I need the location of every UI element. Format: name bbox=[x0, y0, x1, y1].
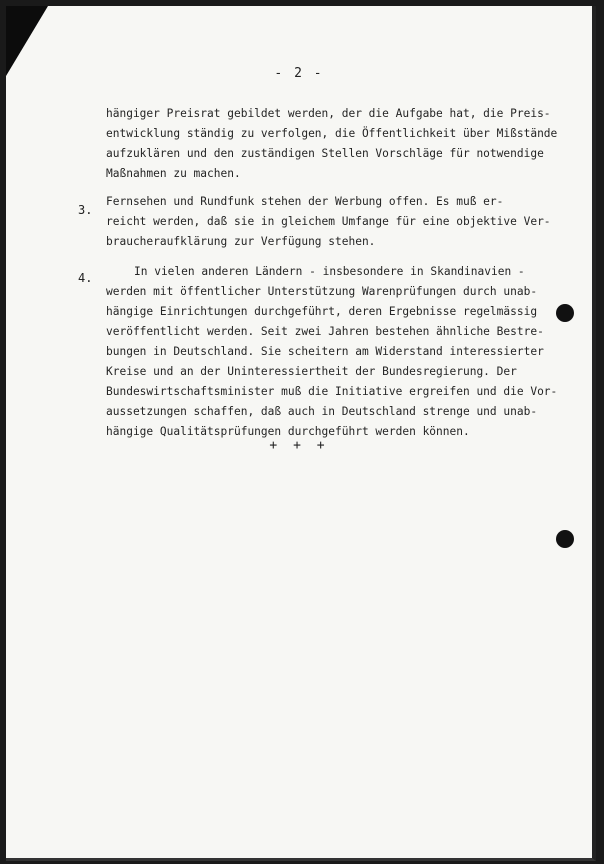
page-number: - 2 - bbox=[274, 66, 324, 81]
end-mark: + + + bbox=[269, 438, 329, 453]
item-number: 4. bbox=[78, 271, 93, 285]
text-line: entwicklung ständig zu verfolgen, die Öffentlichkeit über Mißstände bbox=[106, 127, 558, 140]
text-line: Kreise und an der Uninteressiertheit der Bundesregierung. Der bbox=[106, 365, 517, 378]
text-line: aussetzungen schaffen, daß auch in Deutschland strenge und unab- bbox=[106, 405, 538, 418]
text-line: veröffentlicht werden. Seit zwei Jahren bestehen ähnliche Bestre- bbox=[106, 325, 544, 338]
paragraph-item-4 bbox=[106, 262, 562, 442]
text-line: braucheraufklärung zur Verfügung stehen. bbox=[106, 235, 376, 248]
text-line: Fernsehen und Rundfunk stehen der Werbung offen. Es muß er- bbox=[106, 195, 504, 208]
text-line: Bundeswirtschaftsminister muß die Initiative ergreifen und die Vor- bbox=[106, 385, 558, 398]
paragraph-continued bbox=[106, 104, 562, 184]
text-line: In vielen anderen Ländern - insbesondere in Skandinavien - bbox=[134, 265, 525, 278]
text-line: reicht werden, daß sie in gleichem Umfange für eine objektive Ver- bbox=[106, 215, 551, 228]
text-line: Maßnahmen zu machen. bbox=[106, 167, 241, 180]
text-line: aufzuklären und den zuständigen Stellen Vorschläge für notwendige bbox=[106, 147, 544, 160]
text-line: werden mit öffentlicher Unterstützung Warenprüfungen durch unab- bbox=[106, 285, 538, 298]
text-line: hängige Qualitätsprüfungen durchgeführt werden können. bbox=[106, 425, 470, 438]
paragraph-item-3 bbox=[106, 192, 562, 252]
text-line: hängige Einrichtungen durchgeführt, deren Ergebnisse regelmässig bbox=[106, 305, 538, 318]
punch-hole bbox=[556, 304, 574, 322]
item-number: 3. bbox=[78, 203, 93, 217]
punch-hole bbox=[556, 530, 574, 548]
text-line: hängiger Preisrat gebildet werden, der die Aufgabe hat, die Preis- bbox=[106, 107, 551, 120]
document-page bbox=[6, 6, 596, 861]
text-line: bungen in Deutschland. Sie scheitern am Widerstand interessierter bbox=[106, 345, 544, 358]
